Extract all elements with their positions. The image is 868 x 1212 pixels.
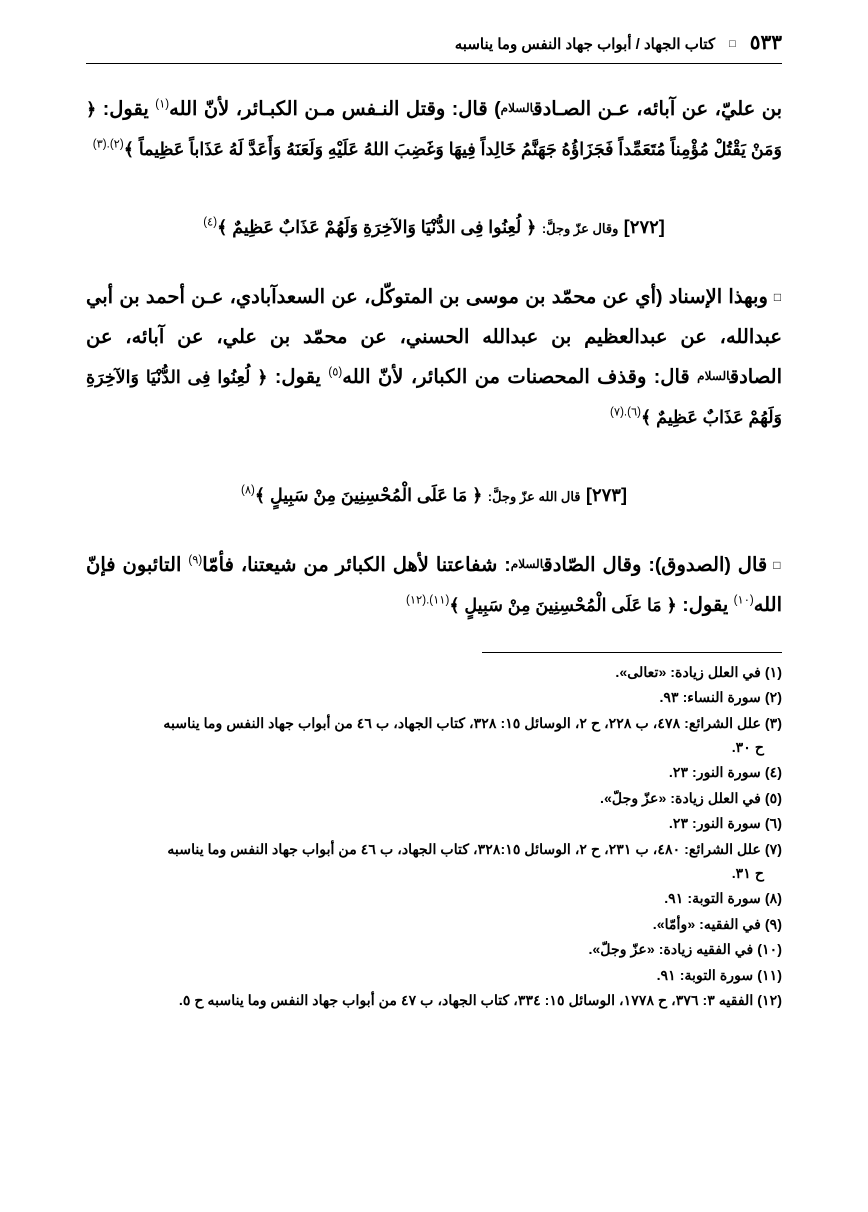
paragraph-saduq	[86, 546, 782, 626]
spacer	[86, 266, 782, 278]
page-number: ٥٣٣	[749, 32, 782, 54]
footnote-text: علل الشرائع: ٤٨٠، ب ٢٣١، ح ٢، الوسائل ٣٢٨:١٥، كتاب الجهاد، ب ٤٦ من أبواب جهاد النفس وما يناسبه	[167, 841, 761, 858]
quran-verse-2: ﴿ لُعِنُوا فِى الدُّنْيَا وَالآخِرَةِ وَلَهُمْ عَذَابٌ عَظِيمٌ ﴾	[86, 366, 782, 427]
footnote-item	[86, 964, 782, 988]
footnote-ref-3: .(٣)	[92, 138, 110, 151]
footnote-text: سورة النور: ٢٣.	[668, 765, 761, 782]
footnote-ref-10: (١٠)	[733, 594, 754, 607]
footnote-item	[86, 761, 782, 785]
footnote-item	[86, 812, 782, 836]
footnote-item	[86, 938, 782, 962]
quran-verse-1: ﴿ وَمَنْ يَقْتُلْ مُؤْمِناً مُتَعَمِّداً فَجَزَاؤُهُ جَهَنَّمُ خَالِداً فِيهَا وَغَضِبَ اللهُ عَلَيْهِ وَلَعَنَهُ وَأَعَدَّ لَهُ عَذَاباً عَظِيماً ﴾	[86, 99, 782, 159]
para1-text-b: ) قال: وقتل النـفس مـن الكبـائر، لأنّ الله	[169, 98, 501, 120]
footnote-text: علل الشرائع: ٤٧٨، ب ٢٢٨، ح ٢، الوسائل ١٥: ٣٢٨، كتاب الجهاد، ب ٤٦ من أبواب جهاد النفس وما يناسبه	[163, 715, 761, 732]
footnote-ref-7: .(٧)	[610, 406, 628, 419]
hadith-272-lead: وقال عزّ وجلَّ:	[541, 220, 619, 236]
footnote-number: (٥)	[764, 790, 782, 807]
footer-spacer	[86, 1015, 782, 1025]
footnote-number: (٩)	[764, 916, 782, 933]
footnote-number: (١٢)	[757, 993, 782, 1010]
bullet-square-icon: □	[773, 289, 783, 304]
footnote-text-cont: ح ٣١.	[731, 866, 764, 883]
para3-text-d: يقول:	[682, 593, 729, 616]
spacer	[86, 534, 782, 546]
hadith-number-273: [٢٧٣]	[585, 484, 627, 505]
footnote-number: (٤)	[764, 765, 782, 782]
footnote-text: في الفقيه: «وأمّا».	[652, 916, 761, 933]
para3-text-b: : شفاعتنا لأهل الكبائر من شيعتنا، فأمّا	[202, 553, 511, 576]
footnote-text: في الفقيه زيادة: «عزّ وجلّ».	[588, 942, 754, 959]
salutation-icon: السلام	[697, 368, 730, 383]
footnote-number: (١٠)	[757, 942, 782, 959]
salutation-icon: السلام	[510, 556, 544, 571]
hadith-273	[86, 476, 782, 516]
footnote-text: سورة التوبة: ٩١.	[656, 967, 754, 984]
footnote-text: الفقيه ٣: ٣٧٦، ح ١٧٧٨، الوسائل ١٥: ٣٣٤، كتاب الجهاد، ب ٤٧ من أبواب جهاد النفس وما يناسبه ح ٥.	[178, 993, 754, 1010]
header-title: كتاب الجهاد / أبواب جهاد النفس وما يناسبه	[454, 36, 716, 53]
footnote-number: (٦)	[764, 816, 782, 833]
footnote-number: (٧)	[764, 841, 782, 858]
footnote-ref-8: (٨)	[241, 484, 255, 497]
footnote-ref-4: (٤)	[203, 216, 218, 229]
footnote-item	[86, 838, 782, 887]
footnote-item	[86, 989, 782, 1013]
footnote-text: في العلل زيادة: «عزّ وجلّ».	[600, 790, 761, 807]
paragraph-isnad	[86, 278, 782, 438]
footnote-ref-6: (٦)	[627, 406, 641, 419]
footnote-ref-9: (٩)	[188, 554, 203, 567]
para1-text-a: بن عليّ، عن آبائه، عـن الصـادق	[533, 98, 783, 120]
hadith-273-lead: قال الله عزّ وجلَّ:	[487, 488, 581, 504]
footnote-item	[86, 787, 782, 811]
footnote-number: (١١)	[757, 967, 782, 984]
spacer	[86, 188, 782, 208]
footnote-item	[86, 686, 782, 710]
para2-text-a: وبهذا الإسناد (أي عن محمّد بن موسى بن المتوكّل، عن السعدآبادي، عـن أحمد بن أبي عبدالله، عن عبدالعظيم بن عبدالله الحسني، عن محمّد بن علي، عن آبائه، عن الصادق	[86, 285, 782, 388]
footnote-ref-12: .(١٢)	[406, 594, 430, 607]
footnote-text-cont: ح ٣٠.	[731, 739, 764, 756]
footnote-item	[86, 661, 782, 685]
paragraph-continuation	[86, 90, 782, 170]
header-divider	[86, 63, 782, 64]
header-separator-icon: □	[729, 38, 736, 50]
footnote-number: (٣)	[764, 715, 782, 732]
footnote-text: سورة النساء: ٩٣.	[659, 690, 761, 707]
quran-verse-273: ﴿ مَا عَلَى الْمُحْسِنِينَ مِنْ سَبِيلٍ ﴾	[254, 484, 483, 505]
footnote-text: في العلل زيادة: «تعالى».	[615, 664, 761, 681]
bullet-square-icon: □	[773, 557, 783, 572]
footnote-item	[86, 712, 782, 761]
hadith-number-272: [٢٧٢]	[623, 216, 665, 237]
footnote-ref-2: (٢)	[109, 138, 124, 151]
page-header	[86, 30, 782, 61]
footnote-number: (٢)	[764, 690, 782, 707]
footnote-number: (٨)	[764, 891, 782, 908]
footnote-text: سورة التوبة: ٩١.	[664, 891, 761, 908]
footnote-text: سورة النور: ٢٣.	[668, 816, 761, 833]
para3-text-c: التائبون فإنّ الله	[86, 553, 782, 616]
footnote-ref-5: (٥)	[328, 366, 343, 379]
para3-text-a: قال (الصدوق): وقال الصّادق	[543, 553, 768, 576]
hadith-272	[86, 208, 782, 248]
para1-text-c: يقول:	[102, 98, 149, 120]
quran-verse-272: ﴿ لُعِنُوا فِى الدُّنْيَا وَالآخِرَةِ وَلَهُمْ عَذَابٌ عَظِيمٌ ﴾	[217, 216, 537, 237]
para2-text-b: قال: وقذف المحصنات من الكبائر، لأنّ الله	[342, 365, 690, 388]
footnote-list	[86, 661, 782, 1014]
quran-verse-3: ﴿ مَا عَلَى الْمُحْسِنِينَ مِنْ سَبِيلٍ ﴾	[449, 594, 677, 615]
footnote-divider	[482, 652, 782, 653]
salutation-icon: السلام	[500, 101, 534, 115]
footnote-item	[86, 913, 782, 937]
footnote-ref-1: (١)	[155, 98, 170, 111]
para2-text-c: يقول:	[274, 365, 321, 388]
spacer	[86, 456, 782, 476]
footnote-item	[86, 887, 782, 911]
footnote-ref-11: (١١)	[429, 594, 450, 607]
footnote-number: (١)	[764, 664, 782, 681]
